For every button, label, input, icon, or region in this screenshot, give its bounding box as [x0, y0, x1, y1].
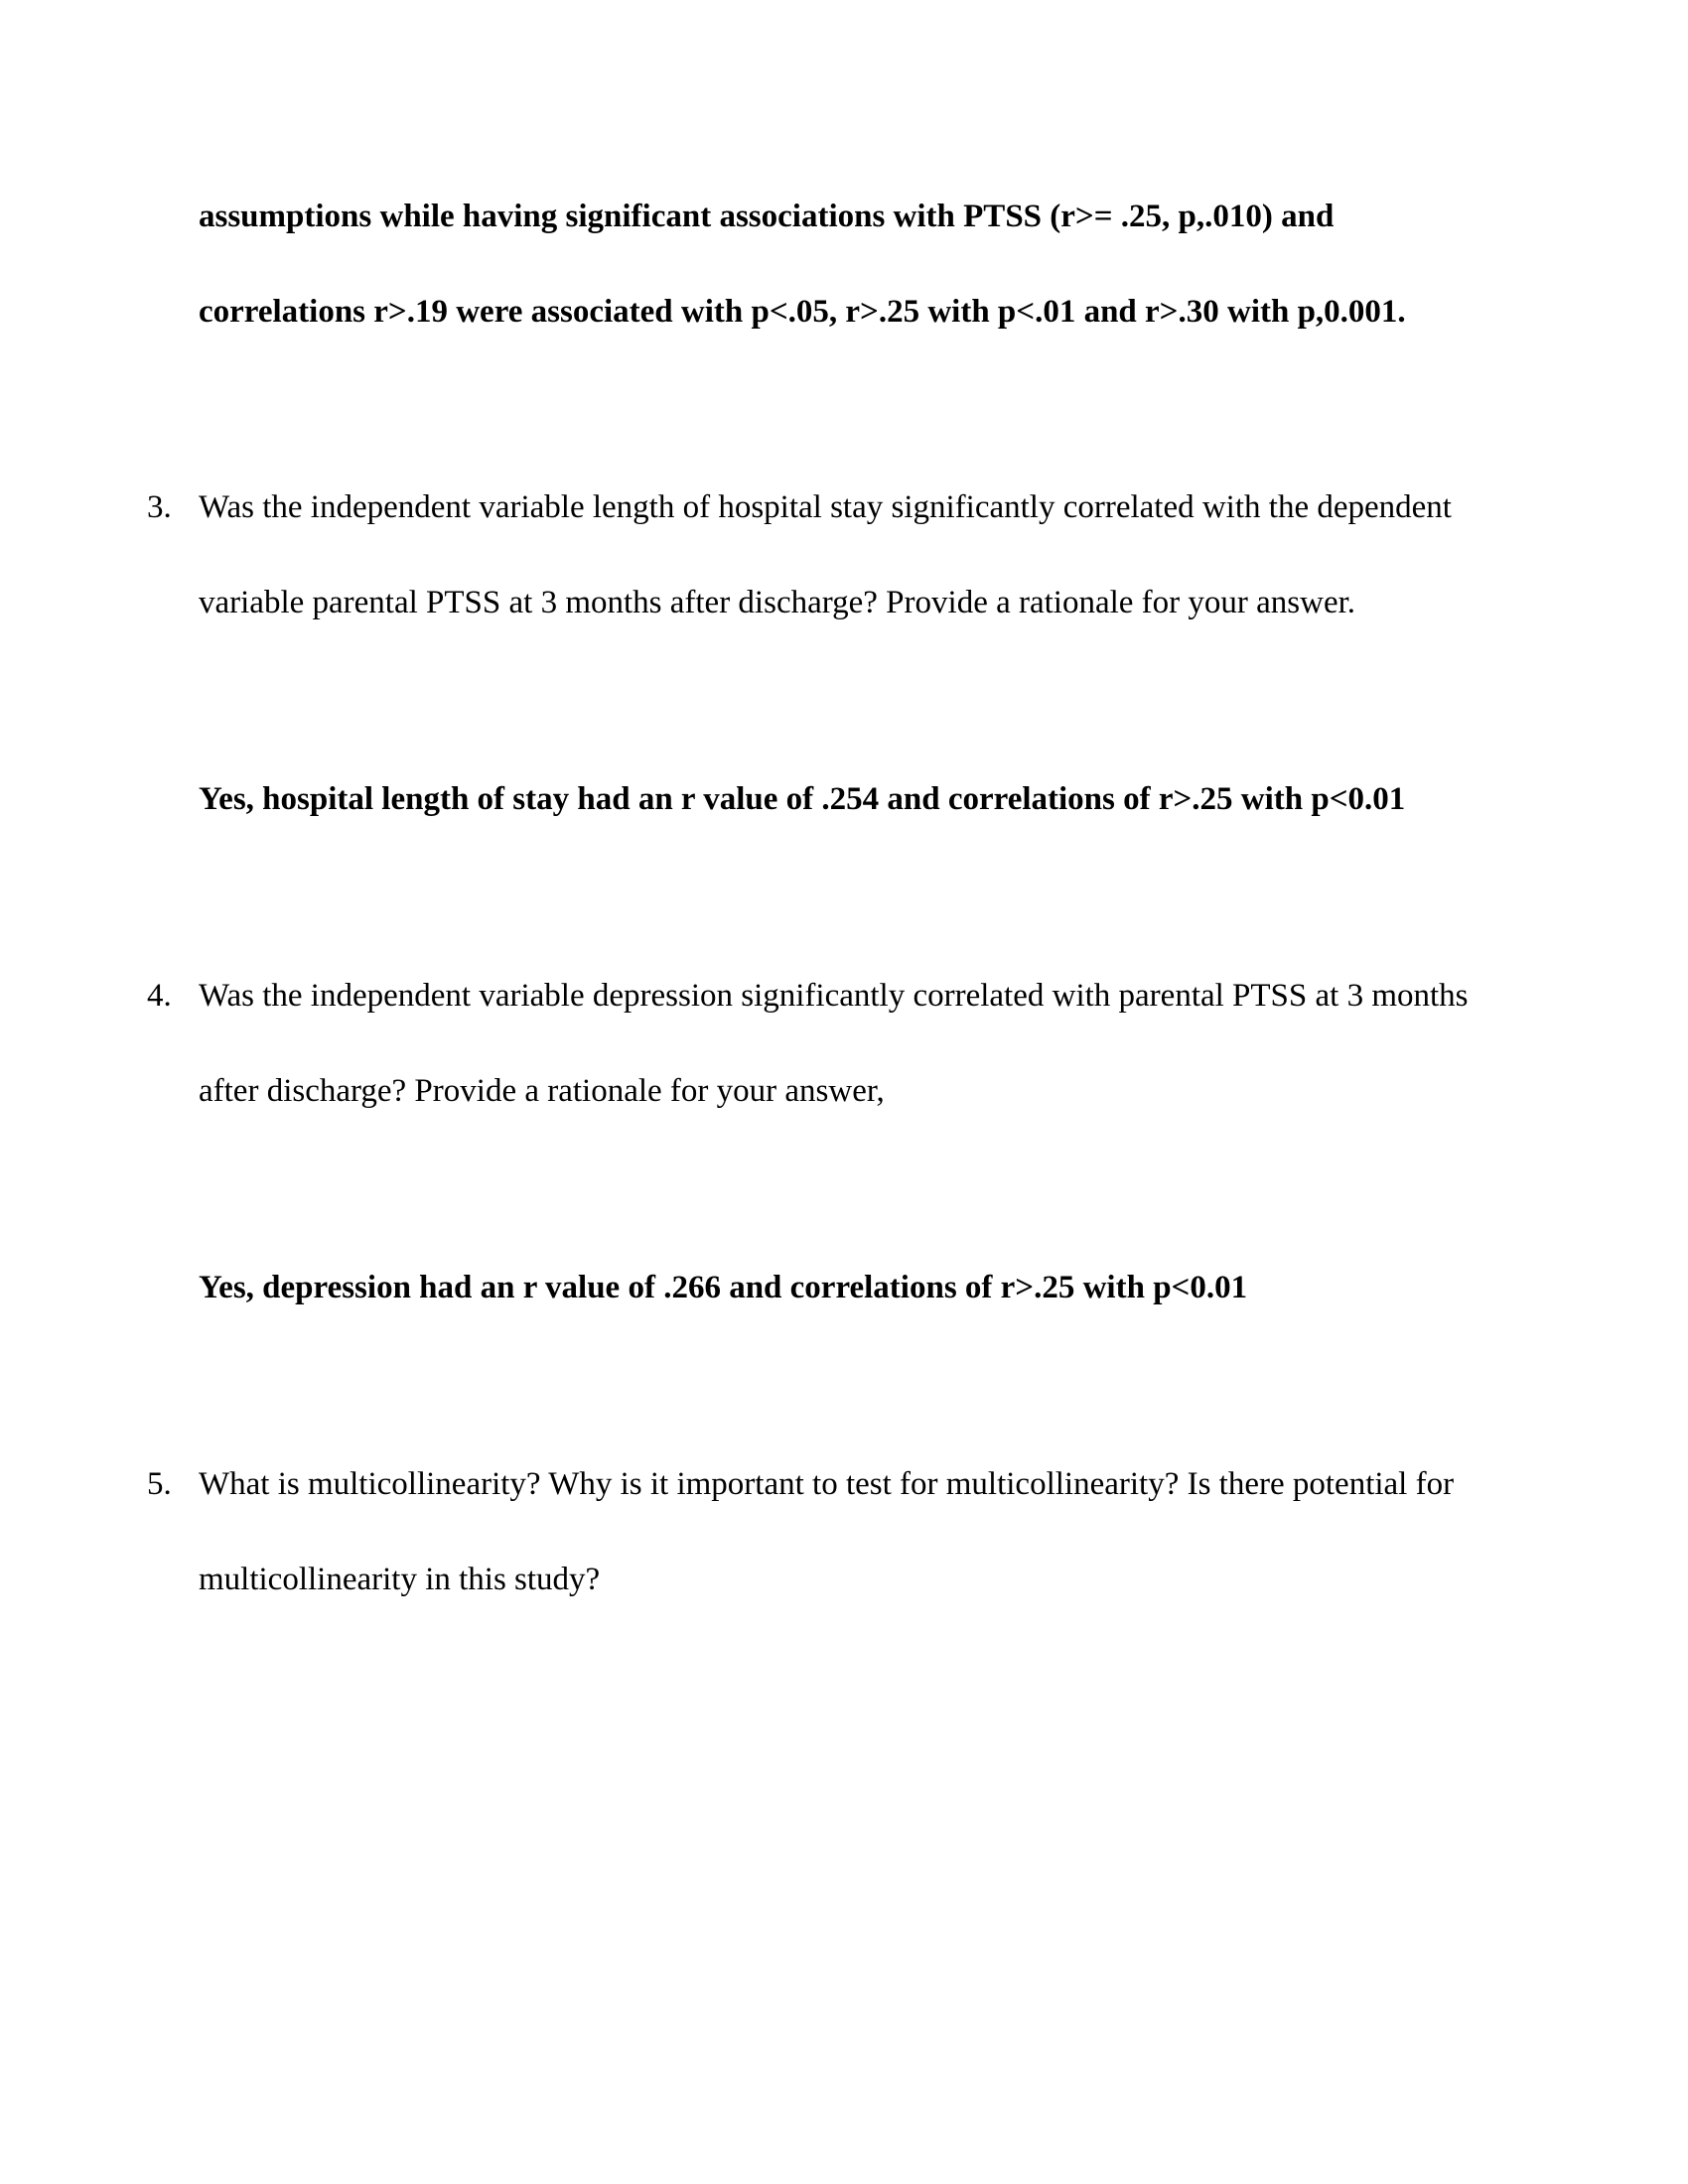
- question-3-line-2: variable parental PTSS at 3 months after discharge? Provide a rationale for your answer.: [199, 585, 1356, 620]
- continuation-line-2: correlations r>.19 were associated with p<.05, r>.25 with p<.01 and r>.30 with p,0.001.: [199, 294, 1406, 330]
- question-4-number: 4.: [147, 978, 172, 1014]
- question-5-number: 5.: [147, 1466, 172, 1502]
- question-3-line-1: Was the independent variable length of hospital stay significantly correlated with the dependent: [199, 489, 1452, 525]
- question-5-line-1: What is multicollinearity? Why is it important to test for multicollinearity? Is there potential for: [199, 1466, 1455, 1502]
- answer-4: Yes, depression had an r value of .266 and correlations of r>.25 with p<0.01: [199, 1270, 1248, 1305]
- answer-3: Yes, hospital length of stay had an r value of .254 and correlations of r>.25 with p<0.01: [199, 781, 1406, 817]
- question-3-number: 3.: [147, 489, 172, 525]
- question-5-line-2: multicollinearity in this study?: [199, 1562, 601, 1597]
- question-4-line-2: after discharge? Provide a rationale for your answer,: [199, 1073, 885, 1109]
- continuation-line-1: assumptions while having significant associations with PTSS (r>= .25, p,.010) and: [199, 199, 1335, 234]
- question-4-line-1: Was the independent variable depression significantly correlated with parental PTSS at 3 months: [199, 978, 1469, 1014]
